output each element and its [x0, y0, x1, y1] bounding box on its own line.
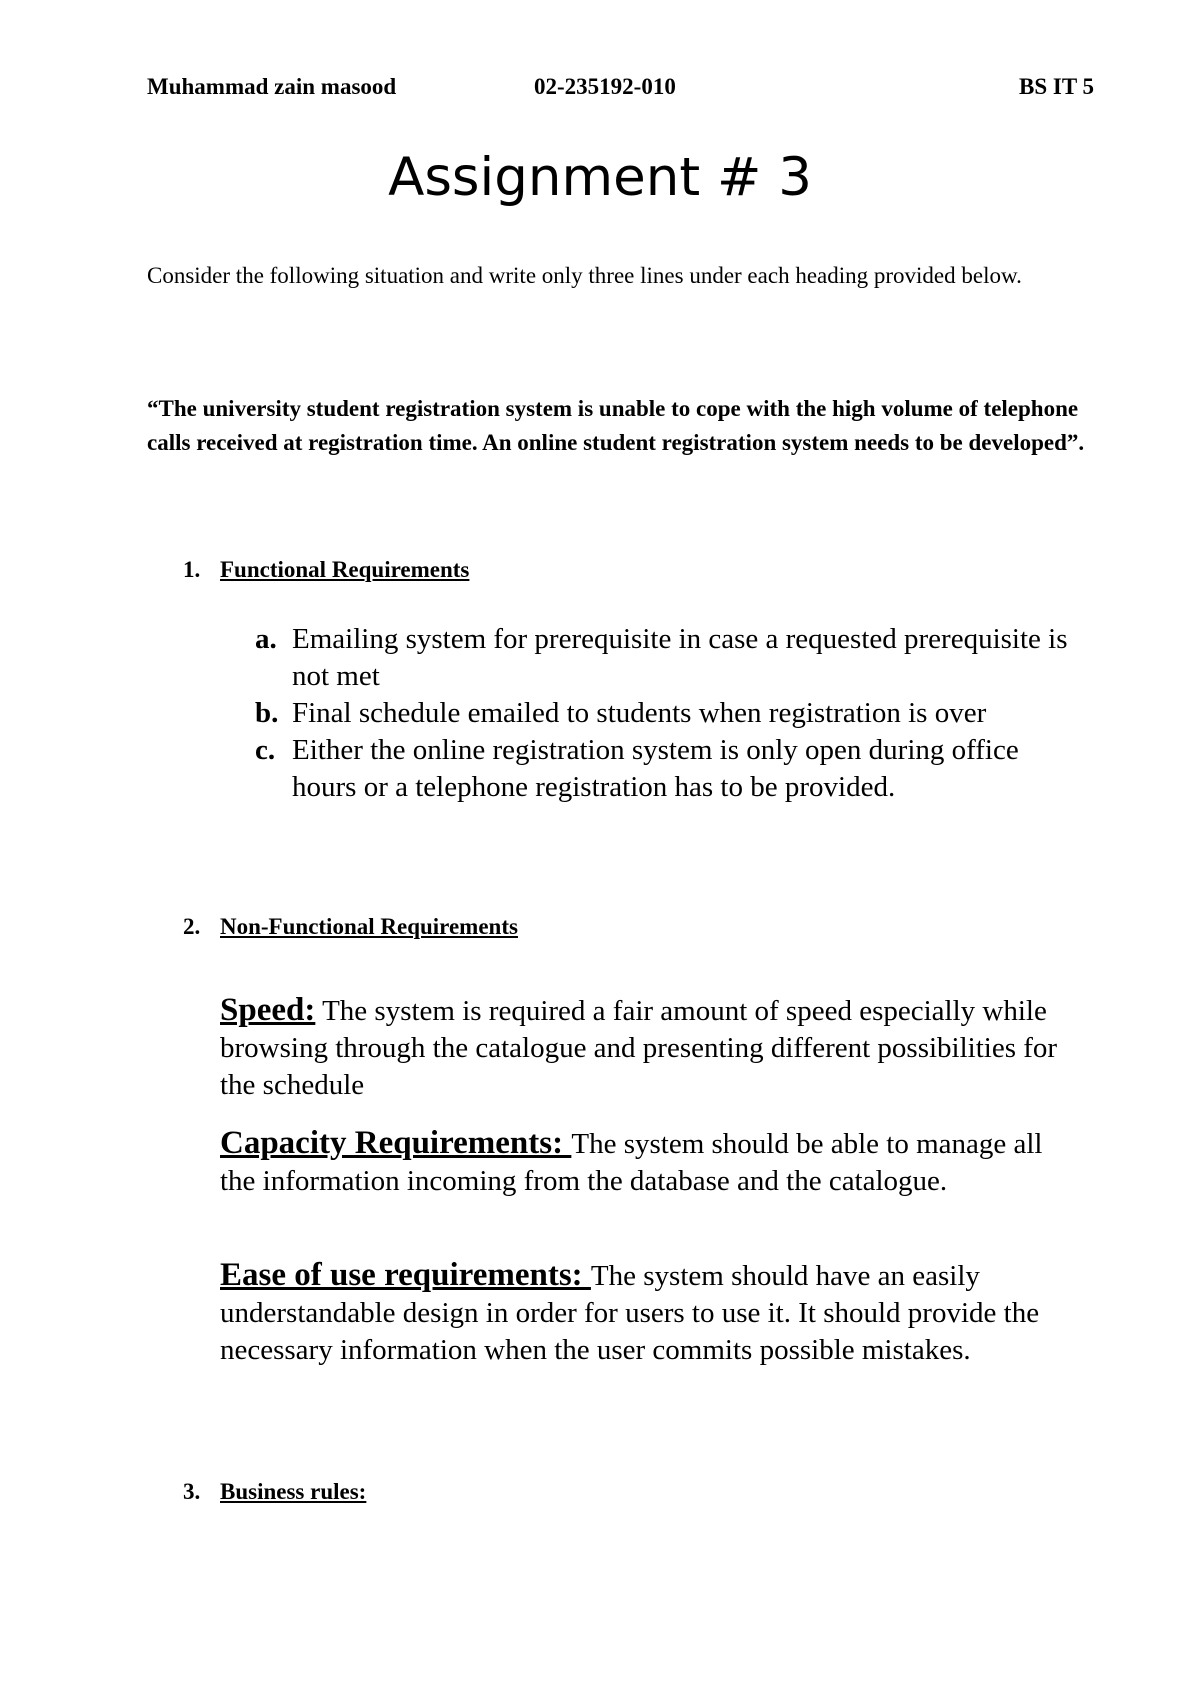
section-heading-business-rules — [183, 1477, 366, 1507]
section-number: 2. — [183, 914, 201, 939]
requirement-text: The system is required a fair amount of speed especially while browsing through the catalogue and presenting different possibilities for the schedule — [220, 995, 1058, 1101]
requirement-capacity — [220, 1125, 1080, 1200]
list-item-text: Emailing system for prerequisite in case a requested prerequisite is not met — [292, 623, 1068, 692]
program-label: BS IT 5 — [1018, 74, 1094, 99]
requirement-label: Ease of use requirements: — [220, 1257, 591, 1293]
requirement-text: The system should have an easily understandable design in order for users to use it. It should provide the necessary information when the user commits possible mistakes. — [220, 1260, 1040, 1366]
intro-paragraph: Consider the following situation and write only three lines under each heading provided below. — [147, 263, 1022, 288]
list-item-text: Either the online registration system is only open during office hours or a telephone registration has to be provided. — [292, 734, 1019, 803]
list-item-text: Final schedule emailed to students when registration is over — [292, 697, 987, 729]
page-title: Assignment # 3 — [388, 147, 812, 208]
section-title: Functional Requirements — [220, 557, 470, 582]
section-title: Business rules: — [220, 1479, 367, 1504]
document-header — [147, 74, 1094, 104]
list-item-marker: c. — [255, 734, 276, 766]
section-heading-functional — [183, 555, 469, 585]
list-item — [255, 621, 1075, 695]
requirement-ease-of-use — [220, 1257, 1080, 1369]
requirement-label: Capacity Requirements: — [220, 1125, 572, 1161]
list-item — [255, 732, 1075, 806]
functional-requirements-list — [255, 621, 1075, 806]
section-number: 3. — [183, 1479, 201, 1504]
requirement-label: Speed: — [220, 992, 316, 1028]
requirement-speed — [220, 992, 1080, 1104]
section-number: 1. — [183, 557, 201, 582]
requirement-text: The system should be able to manage all the information incoming from the database and the catalogue. — [220, 1128, 1043, 1197]
student-name: Muhammad zain masood — [147, 74, 397, 99]
section-title: Non-Functional Requirements — [220, 914, 518, 939]
scenario-quote: “The university student registration system is unable to cope with the high volume of telephone calls received at registration time. An online student registration system needs to be developed”. — [147, 396, 1085, 455]
section-heading-non-functional — [183, 912, 518, 942]
list-item-marker: b. — [255, 697, 279, 729]
list-item — [255, 695, 1075, 732]
list-item-marker: a. — [255, 623, 277, 655]
student-id: 02-235192-010 — [534, 74, 676, 99]
